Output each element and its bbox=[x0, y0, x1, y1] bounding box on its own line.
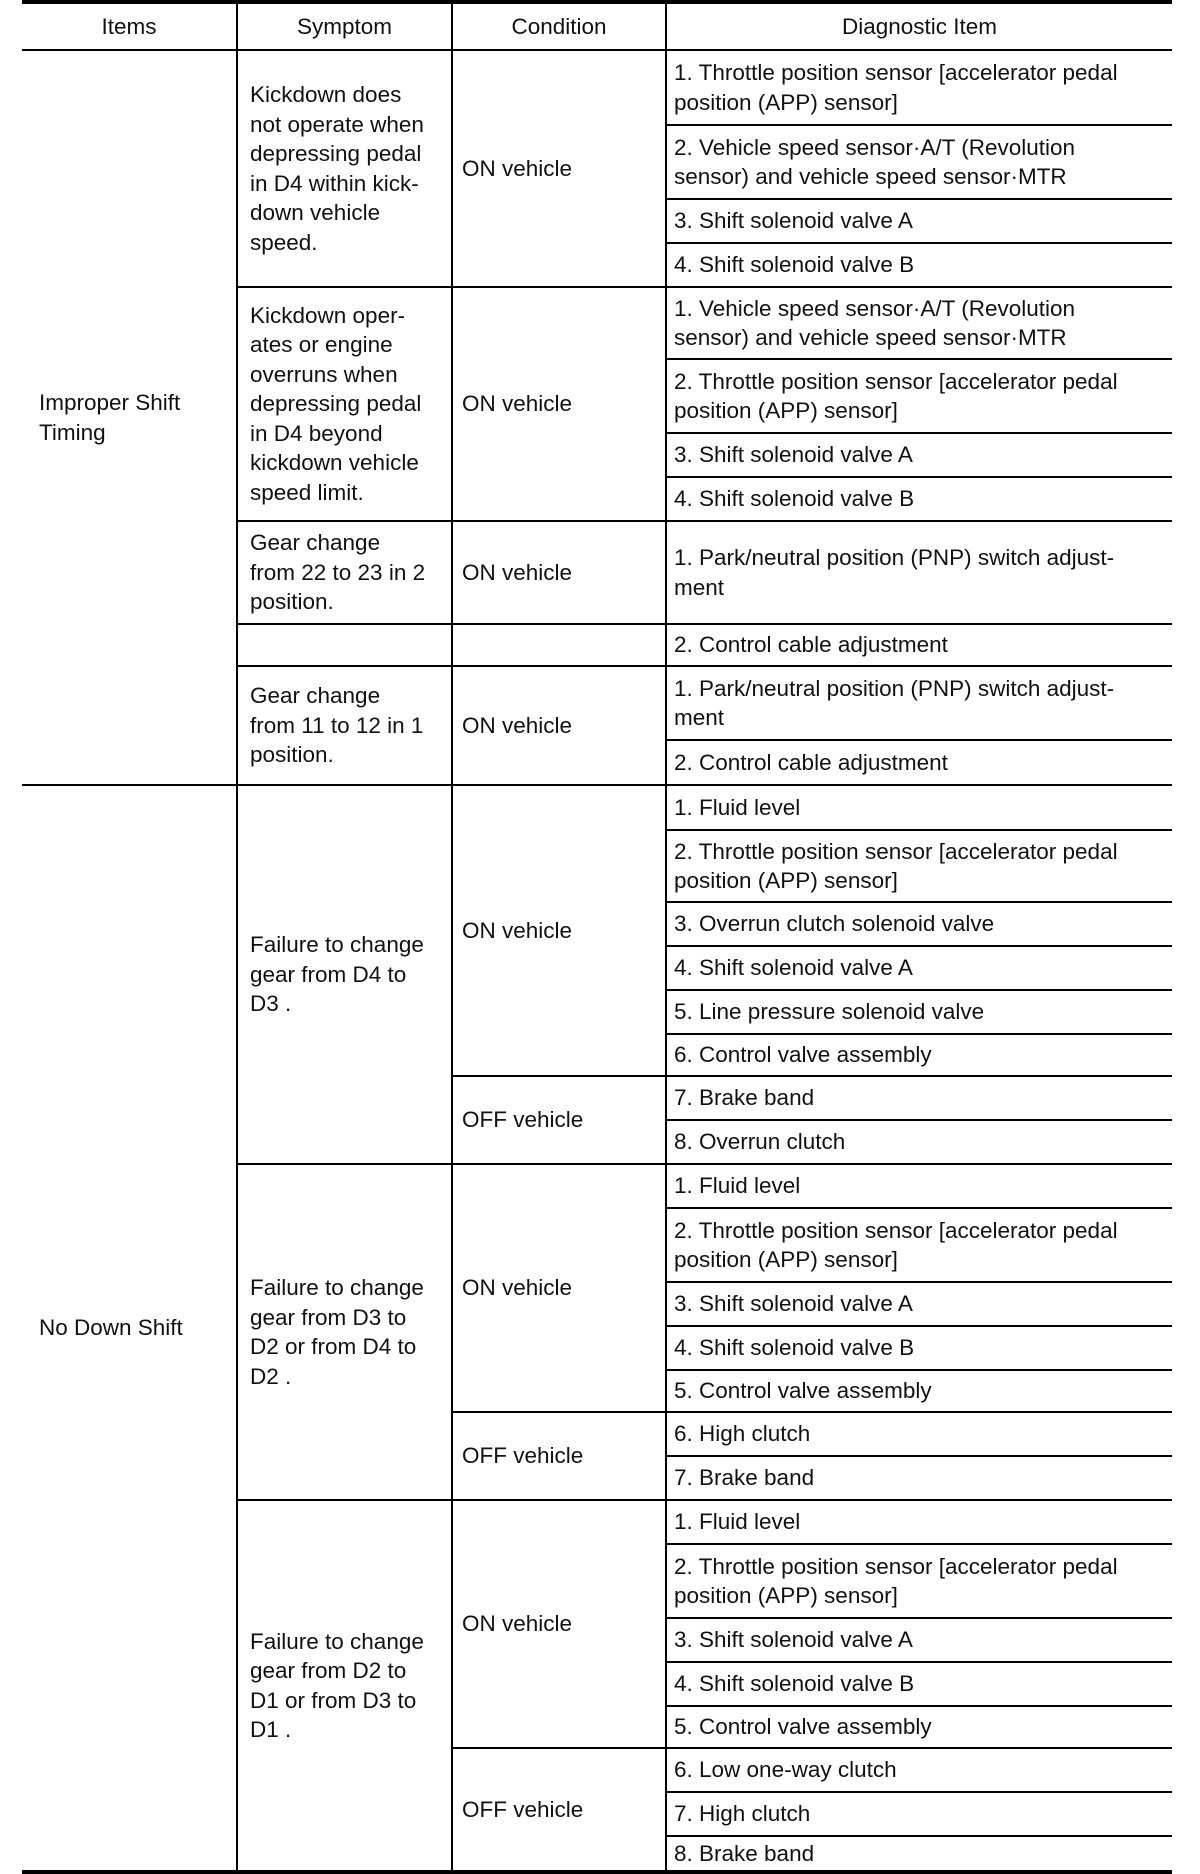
diagnostic-item: 1. Vehicle speed sensor·A/T (Revolution sensor) and vehicle speed sensor·MTR bbox=[674, 295, 1076, 350]
header-symptom: Symptom bbox=[296, 14, 393, 40]
condition-cell: ON vehicle bbox=[462, 391, 573, 417]
symptom-cell: Failure to change gear from D3 to D2 or from D4 to D2 . bbox=[250, 1275, 424, 1389]
diagnostic-item: 2. Throttle position sensor [accelerator pedal position (APP) sensor] bbox=[674, 368, 1118, 423]
diagnostic-item: 3. Shift solenoid valve A bbox=[674, 442, 913, 468]
table-top-rule bbox=[22, 0, 1172, 4]
symptom-cell: Kickdown oper- ates or engine overruns when depressing pedal in D4 beyond kickdown vehicle speed limit. bbox=[250, 302, 422, 505]
condition-cell: ON vehicle bbox=[462, 712, 573, 738]
condition-cell: ON vehicle bbox=[462, 1611, 573, 1637]
diagnostic-item: 4. Shift solenoid valve B bbox=[674, 1671, 915, 1697]
condition-cell: OFF vehicle bbox=[462, 1443, 584, 1469]
diagnostic-item: 1. Fluid level bbox=[674, 794, 801, 820]
diagnostic-item: 3. Shift solenoid valve A bbox=[674, 208, 913, 234]
col-divider-1 bbox=[236, 0, 238, 1871]
diagnostic-item: 4. Shift solenoid valve B bbox=[674, 1335, 915, 1361]
symptom-cell: Gear change from 22 to 23 in 2 position. bbox=[250, 530, 426, 615]
diagnostic-item: 2. Control cable adjustment bbox=[674, 749, 948, 775]
diagnostic-item: 4. Shift solenoid valve B bbox=[674, 252, 915, 278]
col-divider-2 bbox=[451, 0, 453, 1871]
condition-cell: ON vehicle bbox=[462, 917, 573, 943]
diagnostic-item: 8. Overrun clutch bbox=[674, 1129, 846, 1155]
condition-cell: ON vehicle bbox=[462, 559, 573, 585]
diagnostic-item: 1. Throttle position sensor [accelerator pedal position (APP) sensor] bbox=[674, 60, 1118, 115]
item-improper-shift-timing: Improper Shift Timing bbox=[39, 390, 181, 445]
diagnostic-item: 7. Brake band bbox=[674, 1085, 815, 1111]
condition-cell: ON vehicle bbox=[462, 1275, 573, 1301]
col-divider-3 bbox=[665, 0, 667, 1871]
diagnostic-item: 2. Vehicle speed sensor·A/T (Revolution sensor) and vehicle speed sensor·MTR bbox=[674, 134, 1076, 189]
condition-cell: ON vehicle bbox=[462, 155, 573, 181]
condition-cell: OFF vehicle bbox=[462, 1107, 584, 1133]
diagnostic-item: 3. Shift solenoid valve A bbox=[674, 1291, 913, 1317]
diagnostic-item: 2. Throttle position sensor [accelerator pedal position (APP) sensor] bbox=[674, 838, 1118, 893]
diagnostic-item: 1. Fluid level bbox=[674, 1173, 801, 1199]
symptom-cell: Kickdown does not operate when depressing pedal in D4 within kick- down vehicle speed. bbox=[250, 82, 424, 255]
diagnostic-item: 2. Throttle position sensor [accelerator pedal position (APP) sensor] bbox=[674, 1553, 1118, 1608]
diagnostic-item: 2. Control cable adjustment bbox=[674, 632, 948, 658]
diagnostic-item: 1. Park/neutral position (PNP) switch adjust- ment bbox=[674, 545, 1115, 600]
diagnostic-item: 2. Throttle position sensor [accelerator pedal position (APP) sensor] bbox=[674, 1217, 1118, 1272]
diagnostic-item: 5. Control valve assembly bbox=[674, 1714, 932, 1740]
diagnostic-item: 6. Control valve assembly bbox=[674, 1042, 932, 1068]
diagnostic-item: 1. Fluid level bbox=[674, 1509, 801, 1535]
diagnostic-item: 5. Line pressure solenoid valve bbox=[674, 999, 985, 1025]
table-bottom-rule bbox=[22, 1870, 1172, 1874]
diagnostic-item: 4. Shift solenoid valve B bbox=[674, 486, 915, 512]
diagnostic-item: 4. Shift solenoid valve A bbox=[674, 955, 913, 981]
diagnostic-item: 8. Brake band bbox=[674, 1840, 815, 1866]
diagnostic-item: 6. Low one-way clutch bbox=[674, 1757, 897, 1783]
condition-cell: OFF vehicle bbox=[462, 1796, 584, 1822]
diagnostic-item: 1. Park/neutral position (PNP) switch adjust- ment bbox=[674, 675, 1115, 730]
symptom-cell: Failure to change gear from D4 to D3 . bbox=[250, 932, 424, 1017]
diagnostic-item: 7. High clutch bbox=[674, 1801, 811, 1827]
diagnostic-item: 6. High clutch bbox=[674, 1421, 811, 1447]
diagnostic-item: 7. Brake band bbox=[674, 1465, 815, 1491]
item-no-down-shift: No Down Shift bbox=[39, 1315, 183, 1341]
diagnostic-item: 3. Shift solenoid valve A bbox=[674, 1627, 913, 1653]
header-condition: Condition bbox=[511, 14, 607, 40]
diagnostic-item: 5. Control valve assembly bbox=[674, 1378, 932, 1404]
symptom-cell: Failure to change gear from D2 to D1 or from D3 to D1 . bbox=[250, 1628, 424, 1742]
diagnostic-item: 3. Overrun clutch solenoid valve bbox=[674, 911, 995, 937]
symptom-cell: Gear change from 11 to 12 in 1 position. bbox=[250, 683, 424, 768]
header-diagnostic-item: Diagnostic Item bbox=[841, 14, 998, 40]
header-items: Items bbox=[101, 14, 157, 40]
